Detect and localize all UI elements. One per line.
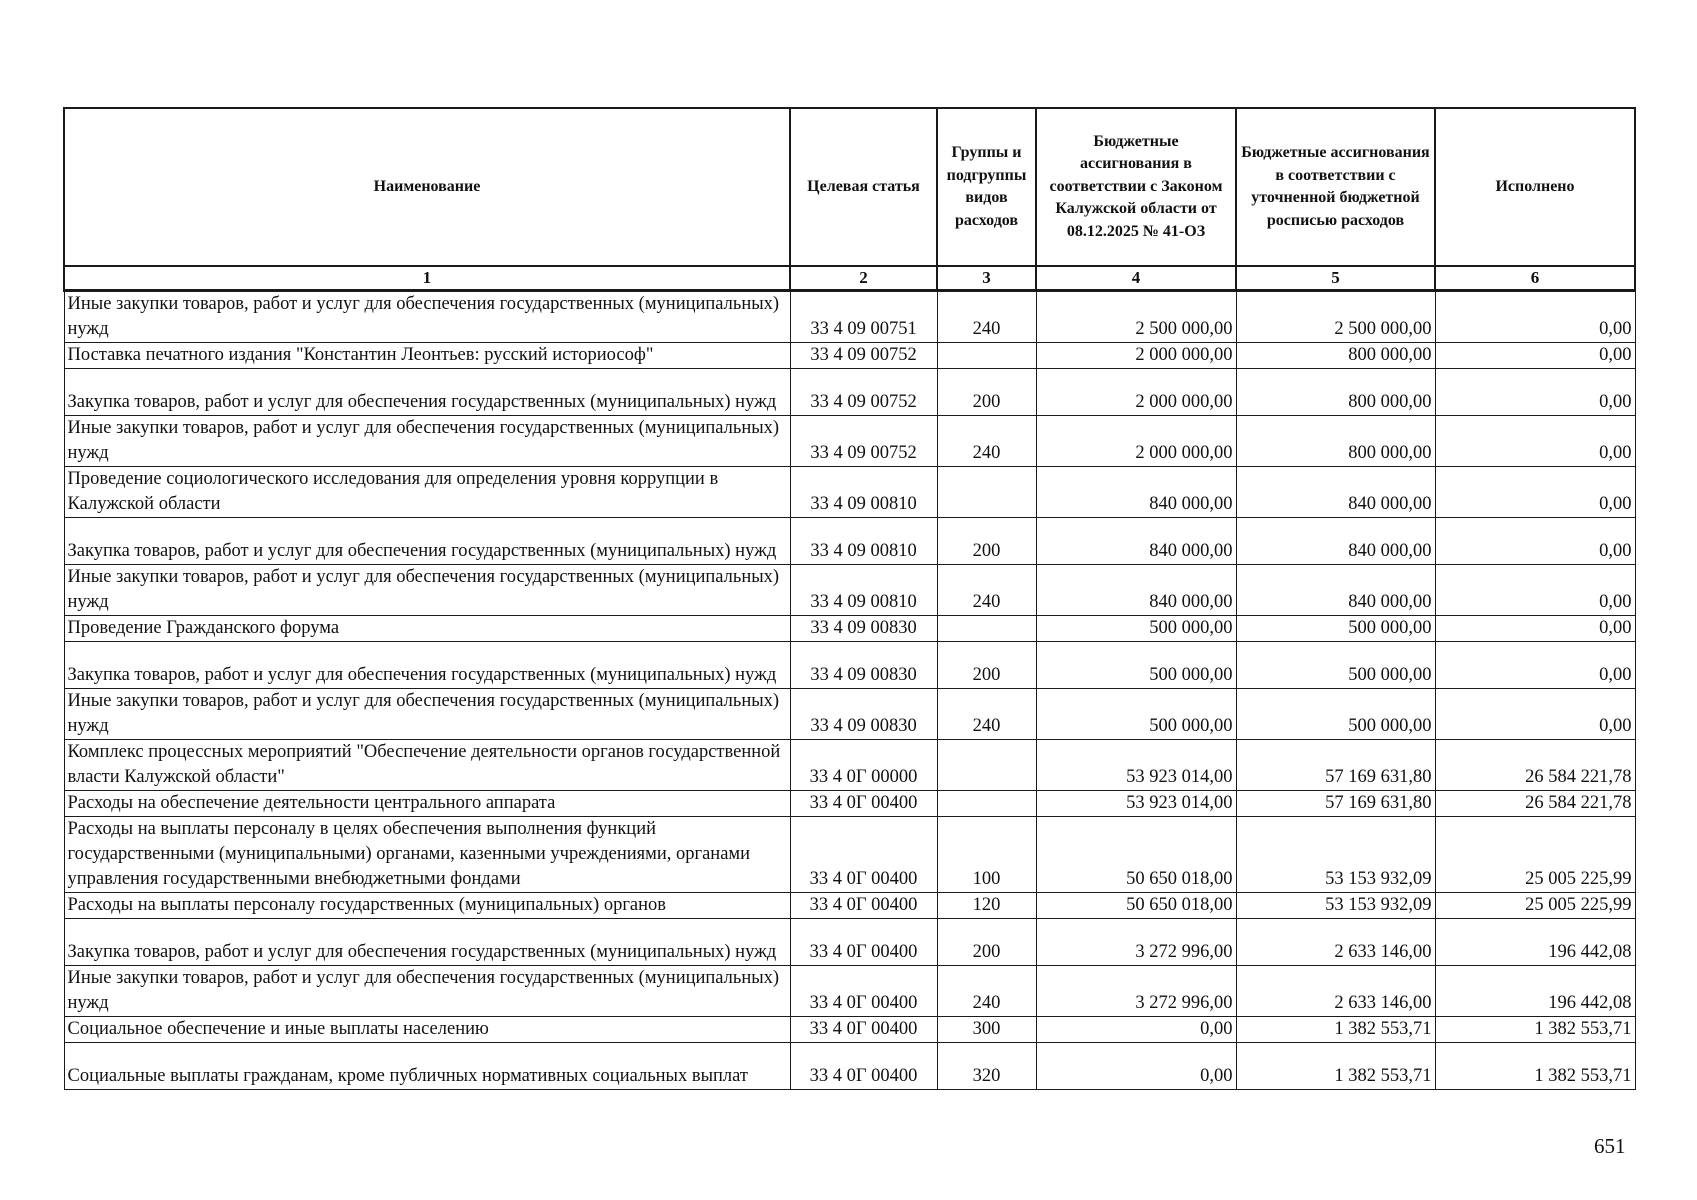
row-target-article: 33 4 09 00751 bbox=[790, 291, 937, 343]
row-executed: 26 584 221,78 bbox=[1435, 740, 1635, 791]
header-law-allocations: Бюджетные ассигнования в соответствии с Законом Калужской области от 08.12.2025 № 41-ОЗ bbox=[1036, 108, 1236, 266]
row-name: Проведение социологического исследования для определения уровня коррупции в Калужской области bbox=[64, 467, 790, 518]
row-target-article: 33 4 0Г 00000 bbox=[790, 740, 937, 791]
row-expense-group bbox=[937, 616, 1036, 642]
row-refined-allocation: 1 382 553,71 bbox=[1236, 1043, 1435, 1090]
row-executed: 1 382 553,71 bbox=[1435, 1017, 1635, 1043]
table-row bbox=[64, 642, 1635, 689]
table-row bbox=[64, 740, 1635, 791]
table-row bbox=[64, 565, 1635, 616]
budget-table-container bbox=[63, 107, 1634, 1090]
row-refined-allocation: 2 633 146,00 bbox=[1236, 919, 1435, 966]
row-executed: 0,00 bbox=[1435, 642, 1635, 689]
page-number: 651 bbox=[1594, 1134, 1626, 1158]
row-name: Иные закупки товаров, работ и услуг для обеспечения государственных (муниципальных) нужд bbox=[64, 565, 790, 616]
row-law-allocation: 500 000,00 bbox=[1036, 642, 1236, 689]
row-refined-allocation: 2 633 146,00 bbox=[1236, 966, 1435, 1017]
column-number-row bbox=[64, 266, 1635, 291]
table-row bbox=[64, 689, 1635, 740]
row-law-allocation: 3 272 996,00 bbox=[1036, 966, 1236, 1017]
row-name: Расходы на выплаты персоналу в целях обеспечения выполнения функций государственными (муниципальными) органами, казенными учреждениями, органами управления государственными внебюджетными фондами bbox=[64, 817, 790, 893]
row-law-allocation: 53 923 014,00 bbox=[1036, 740, 1236, 791]
header-target-article: Целевая статья bbox=[790, 108, 937, 266]
header-name: Наименование bbox=[64, 108, 790, 266]
header-refined-allocations: Бюджетные ассигнования в соответствии с уточненной бюджетной росписью расходов bbox=[1236, 108, 1435, 266]
row-target-article: 33 4 0Г 00400 bbox=[790, 817, 937, 893]
row-target-article: 33 4 09 00830 bbox=[790, 616, 937, 642]
table-row bbox=[64, 1017, 1635, 1043]
table-row bbox=[64, 343, 1635, 369]
row-expense-group bbox=[937, 791, 1036, 817]
row-expense-group bbox=[937, 740, 1036, 791]
table-row bbox=[64, 817, 1635, 893]
table-body bbox=[64, 291, 1635, 1090]
row-name: Иные закупки товаров, работ и услуг для обеспечения государственных (муниципальных) нужд bbox=[64, 966, 790, 1017]
row-expense-group: 320 bbox=[937, 1043, 1036, 1090]
row-law-allocation: 50 650 018,00 bbox=[1036, 893, 1236, 919]
row-executed: 0,00 bbox=[1435, 369, 1635, 416]
row-name: Иные закупки товаров, работ и услуг для обеспечения государственных (муниципальных) нужд bbox=[64, 689, 790, 740]
row-law-allocation: 0,00 bbox=[1036, 1043, 1236, 1090]
row-expense-group: 240 bbox=[937, 291, 1036, 343]
row-target-article: 33 4 0Г 00400 bbox=[790, 893, 937, 919]
row-expense-group: 240 bbox=[937, 416, 1036, 467]
row-name: Комплекс процессных мероприятий "Обеспечение деятельности органов государственной власти Калужской области" bbox=[64, 740, 790, 791]
row-executed: 25 005 225,99 bbox=[1435, 817, 1635, 893]
row-refined-allocation: 53 153 932,09 bbox=[1236, 817, 1435, 893]
row-name: Расходы на выплаты персоналу государственных (муниципальных) органов bbox=[64, 893, 790, 919]
column-number: 2 bbox=[790, 266, 937, 291]
row-expense-group: 200 bbox=[937, 919, 1036, 966]
row-law-allocation: 53 923 014,00 bbox=[1036, 791, 1236, 817]
row-refined-allocation: 500 000,00 bbox=[1236, 642, 1435, 689]
row-executed: 0,00 bbox=[1435, 689, 1635, 740]
row-executed: 0,00 bbox=[1435, 416, 1635, 467]
row-target-article: 33 4 0Г 00400 bbox=[790, 791, 937, 817]
row-refined-allocation: 800 000,00 bbox=[1236, 343, 1435, 369]
table-row bbox=[64, 966, 1635, 1017]
table-row bbox=[64, 791, 1635, 817]
row-law-allocation: 840 000,00 bbox=[1036, 467, 1236, 518]
table-row bbox=[64, 467, 1635, 518]
row-executed: 196 442,08 bbox=[1435, 966, 1635, 1017]
row-law-allocation: 840 000,00 bbox=[1036, 518, 1236, 565]
row-expense-group: 240 bbox=[937, 966, 1036, 1017]
row-executed: 26 584 221,78 bbox=[1435, 791, 1635, 817]
column-number: 1 bbox=[64, 266, 790, 291]
row-law-allocation: 2 500 000,00 bbox=[1036, 291, 1236, 343]
table-row bbox=[64, 919, 1635, 966]
row-name: Иные закупки товаров, работ и услуг для обеспечения государственных (муниципальных) нужд bbox=[64, 416, 790, 467]
row-executed: 25 005 225,99 bbox=[1435, 893, 1635, 919]
row-refined-allocation: 840 000,00 bbox=[1236, 518, 1435, 565]
row-executed: 0,00 bbox=[1435, 518, 1635, 565]
row-target-article: 33 4 09 00830 bbox=[790, 689, 937, 740]
row-refined-allocation: 500 000,00 bbox=[1236, 616, 1435, 642]
row-executed: 0,00 bbox=[1435, 343, 1635, 369]
row-law-allocation: 2 000 000,00 bbox=[1036, 343, 1236, 369]
row-target-article: 33 4 09 00810 bbox=[790, 565, 937, 616]
row-expense-group: 200 bbox=[937, 518, 1036, 565]
table-header bbox=[64, 108, 1635, 291]
row-target-article: 33 4 0Г 00400 bbox=[790, 1017, 937, 1043]
row-refined-allocation: 840 000,00 bbox=[1236, 467, 1435, 518]
table-row bbox=[64, 369, 1635, 416]
row-target-article: 33 4 0Г 00400 bbox=[790, 919, 937, 966]
row-name: Поставка печатного издания "Константин Леонтьев: русский историософ" bbox=[64, 343, 790, 369]
row-target-article: 33 4 09 00810 bbox=[790, 467, 937, 518]
row-law-allocation: 2 000 000,00 bbox=[1036, 369, 1236, 416]
row-refined-allocation: 2 500 000,00 bbox=[1236, 291, 1435, 343]
row-law-allocation: 0,00 bbox=[1036, 1017, 1236, 1043]
row-target-article: 33 4 09 00752 bbox=[790, 369, 937, 416]
column-number: 4 bbox=[1036, 266, 1236, 291]
row-law-allocation: 500 000,00 bbox=[1036, 689, 1236, 740]
row-executed: 196 442,08 bbox=[1435, 919, 1635, 966]
row-law-allocation: 500 000,00 bbox=[1036, 616, 1236, 642]
row-target-article: 33 4 09 00752 bbox=[790, 343, 937, 369]
row-executed: 0,00 bbox=[1435, 565, 1635, 616]
row-refined-allocation: 1 382 553,71 bbox=[1236, 1017, 1435, 1043]
row-name: Расходы на обеспечение деятельности центрального аппарата bbox=[64, 791, 790, 817]
row-target-article: 33 4 0Г 00400 bbox=[790, 966, 937, 1017]
table-row bbox=[64, 616, 1635, 642]
row-expense-group bbox=[937, 467, 1036, 518]
row-law-allocation: 50 650 018,00 bbox=[1036, 817, 1236, 893]
row-executed: 0,00 bbox=[1435, 467, 1635, 518]
row-name: Закупка товаров, работ и услуг для обеспечения государственных (муниципальных) нужд bbox=[64, 642, 790, 689]
row-law-allocation: 840 000,00 bbox=[1036, 565, 1236, 616]
column-number: 3 bbox=[937, 266, 1036, 291]
row-target-article: 33 4 09 00830 bbox=[790, 642, 937, 689]
row-name: Социальные выплаты гражданам, кроме публичных нормативных социальных выплат bbox=[64, 1043, 790, 1090]
table-row bbox=[64, 893, 1635, 919]
row-name: Закупка товаров, работ и услуг для обеспечения государственных (муниципальных) нужд bbox=[64, 518, 790, 565]
row-expense-group: 240 bbox=[937, 689, 1036, 740]
table-row bbox=[64, 1043, 1635, 1090]
table-row bbox=[64, 291, 1635, 343]
row-law-allocation: 3 272 996,00 bbox=[1036, 919, 1236, 966]
row-executed: 0,00 bbox=[1435, 291, 1635, 343]
row-law-allocation: 2 000 000,00 bbox=[1036, 416, 1236, 467]
header-row bbox=[64, 108, 1635, 266]
row-refined-allocation: 57 169 631,80 bbox=[1236, 740, 1435, 791]
row-name: Закупка товаров, работ и услуг для обеспечения государственных (муниципальных) нужд bbox=[64, 369, 790, 416]
row-target-article: 33 4 0Г 00400 bbox=[790, 1043, 937, 1090]
row-refined-allocation: 57 169 631,80 bbox=[1236, 791, 1435, 817]
row-executed: 0,00 bbox=[1435, 616, 1635, 642]
header-expense-groups: Группы и подгруппы видов расходов bbox=[937, 108, 1036, 266]
row-target-article: 33 4 09 00752 bbox=[790, 416, 937, 467]
row-executed: 1 382 553,71 bbox=[1435, 1043, 1635, 1090]
row-refined-allocation: 800 000,00 bbox=[1236, 369, 1435, 416]
budget-execution-table bbox=[63, 107, 1636, 1090]
row-refined-allocation: 800 000,00 bbox=[1236, 416, 1435, 467]
column-number: 6 bbox=[1435, 266, 1635, 291]
row-expense-group: 300 bbox=[937, 1017, 1036, 1043]
row-expense-group bbox=[937, 343, 1036, 369]
row-expense-group: 100 bbox=[937, 817, 1036, 893]
column-number: 5 bbox=[1236, 266, 1435, 291]
row-expense-group: 120 bbox=[937, 893, 1036, 919]
row-name: Проведение Гражданского форума bbox=[64, 616, 790, 642]
row-name: Иные закупки товаров, работ и услуг для обеспечения государственных (муниципальных) нужд bbox=[64, 291, 790, 343]
row-target-article: 33 4 09 00810 bbox=[790, 518, 937, 565]
header-executed: Исполнено bbox=[1435, 108, 1635, 266]
row-expense-group: 200 bbox=[937, 642, 1036, 689]
table-row bbox=[64, 416, 1635, 467]
row-expense-group: 240 bbox=[937, 565, 1036, 616]
table-row bbox=[64, 518, 1635, 565]
row-refined-allocation: 500 000,00 bbox=[1236, 689, 1435, 740]
row-name: Социальное обеспечение и иные выплаты населению bbox=[64, 1017, 790, 1043]
row-refined-allocation: 840 000,00 bbox=[1236, 565, 1435, 616]
row-refined-allocation: 53 153 932,09 bbox=[1236, 893, 1435, 919]
row-name: Закупка товаров, работ и услуг для обеспечения государственных (муниципальных) нужд bbox=[64, 919, 790, 966]
row-expense-group: 200 bbox=[937, 369, 1036, 416]
